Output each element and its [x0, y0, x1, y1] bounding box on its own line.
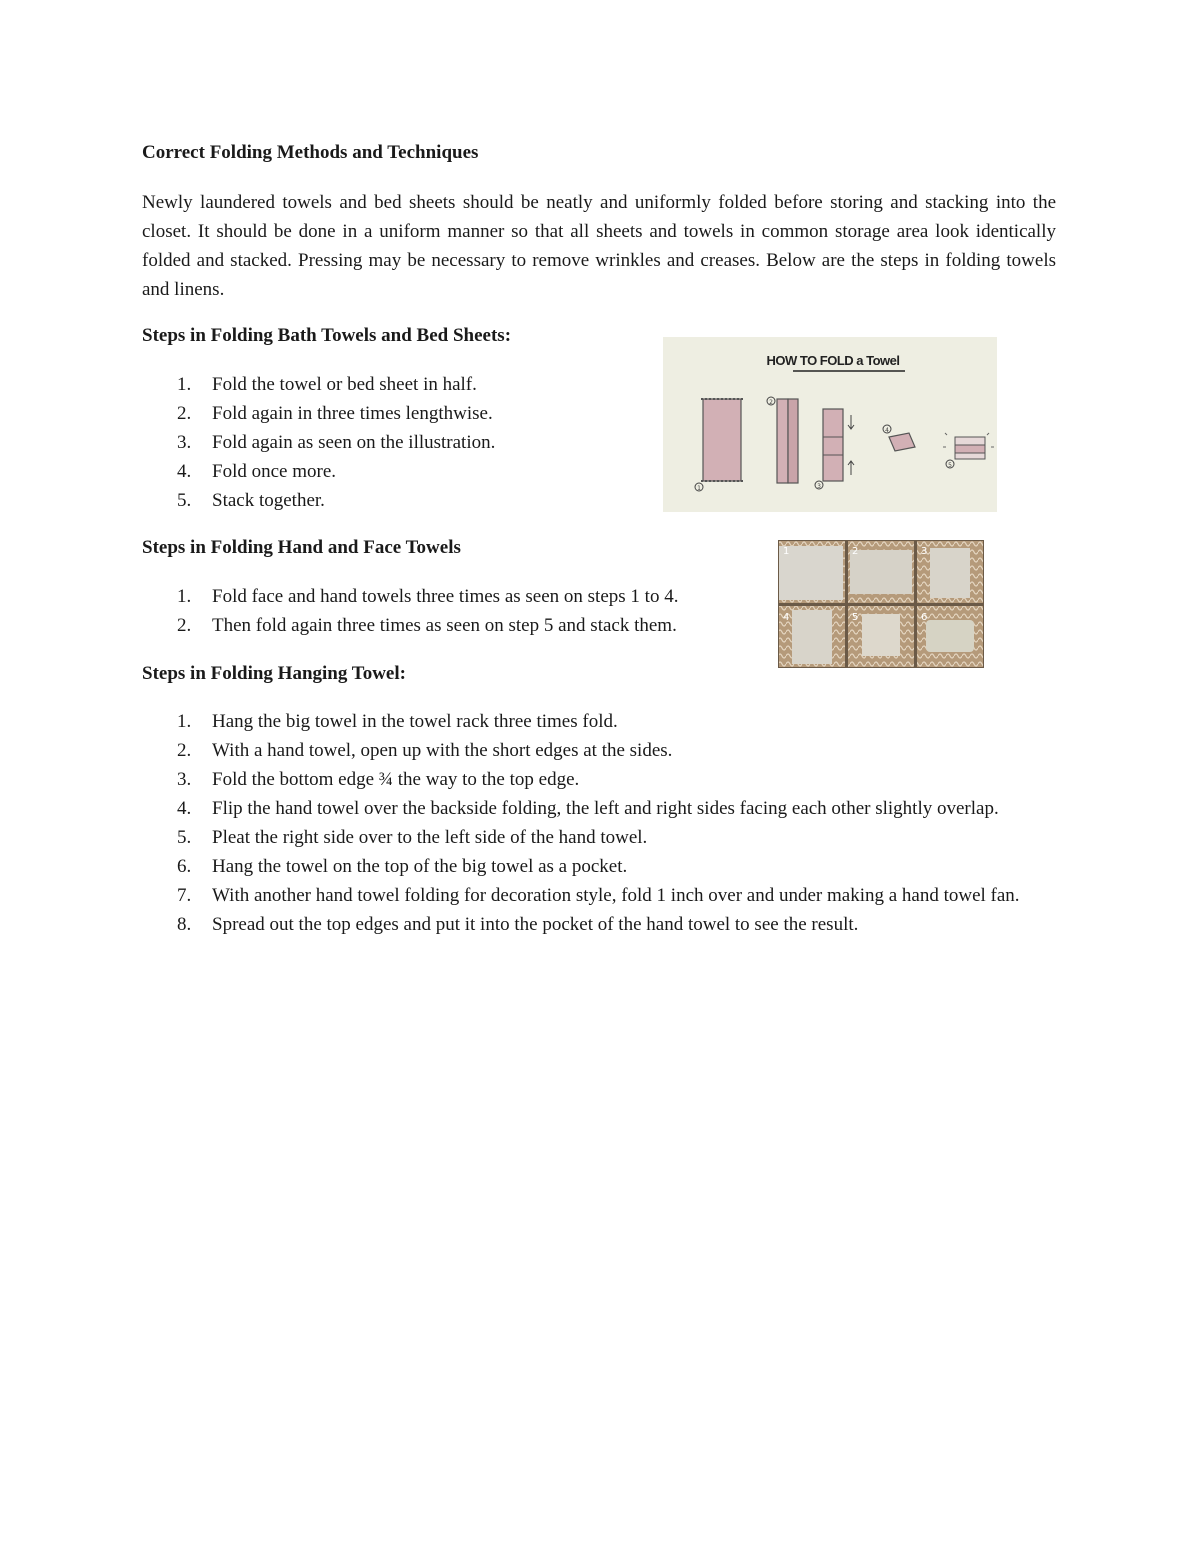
step-text: Fold the bottom edge ¾ the way to the top edge. [212, 769, 580, 790]
step-marker: 1 [697, 485, 701, 492]
photo-label: 6 [921, 612, 928, 623]
towel-step-1 [695, 399, 743, 492]
list-item [142, 794, 1056, 823]
step-text: With another hand towel folding for decoration style, fold 1 inch over and under making a hand towel fan. [212, 885, 1020, 906]
step-number: 5. [177, 490, 192, 511]
list-item [142, 370, 662, 399]
step-text: Hang the big towel in the towel rack three times fold. [212, 711, 618, 732]
step-text: With a hand towel, open up with the short edges at the sides. [212, 740, 673, 761]
photo-label: 4 [783, 612, 790, 623]
step-text: Fold face and hand towels three times as seen on steps 1 to 4. [212, 586, 679, 607]
step-number: 6. [177, 856, 192, 877]
illustration-caption: HOW TO FOLD a Towel [766, 353, 900, 368]
step-text: Fold again as seen on the illustration. [212, 432, 496, 453]
step-text: Hang the towel on the top of the big towel as a pocket. [212, 856, 628, 877]
photo-label: 2 [852, 546, 859, 557]
step-number: 8. [177, 914, 192, 935]
photo-panel-3 [917, 541, 983, 603]
step-number: 7. [177, 885, 192, 906]
photo-label: 1 [783, 546, 790, 557]
hand-towels-heading: Steps in Folding Hand and Face Towels [142, 537, 461, 558]
step-marker: 4 [885, 427, 889, 434]
hand-towel-photo-grid [778, 540, 984, 668]
step-marker: 5 [948, 462, 952, 469]
step-text: Fold once more. [212, 461, 337, 482]
towel-step-5 [943, 433, 994, 469]
list-item [142, 823, 1056, 852]
step-number: 4. [177, 798, 192, 819]
step-number: 5. [177, 827, 192, 848]
photo-panel-5 [848, 606, 914, 667]
step-text: Fold the towel or bed sheet in half. [212, 374, 477, 395]
list-item [142, 765, 1056, 794]
list-item [142, 736, 1056, 765]
photo-panel-6 [917, 606, 983, 667]
document-title: Correct Folding Methods and Techniques [142, 142, 479, 163]
photo-panel-1 [779, 541, 845, 603]
step-text: Stack together. [212, 490, 325, 511]
step-number: 1. [177, 586, 192, 607]
list-item [142, 910, 1056, 939]
intro-paragraph: Newly laundered towels and bed sheets should be neatly and uniformly folded before storing and stacking into the closet. It should be done in a uniform manner so that all sheets and towels in common storage area look identically folded and stacked. Pressing may be necessary to remove wrinkles and creases. Below are the steps in folding towels and linens. [142, 192, 1056, 300]
list-item [142, 457, 662, 486]
towel-step-4 [883, 425, 915, 451]
towel-folding-illustration [663, 337, 997, 512]
step-marker: 3 [817, 483, 821, 490]
list-item [142, 428, 662, 457]
towel-step-3 [815, 409, 854, 490]
list-item [142, 852, 1056, 881]
step-number: 1. [177, 374, 192, 395]
list-item [142, 582, 762, 611]
step-text: Spread out the top edges and put it into the pocket of the hand towel to see the result. [212, 914, 859, 935]
list-item [142, 707, 1056, 736]
step-marker: 2 [769, 399, 773, 406]
step-number: 2. [177, 740, 192, 761]
bath-towels-steps [142, 370, 662, 515]
photo-label: 3 [921, 546, 928, 557]
list-item [142, 881, 1056, 910]
step-number: 3. [177, 769, 192, 790]
hanging-towel-heading: Steps in Folding Hanging Towel: [142, 663, 406, 684]
hanging-towel-steps [142, 707, 1056, 939]
photo-label: 5 [852, 612, 859, 623]
step-number: 3. [177, 432, 192, 453]
photo-panel-2 [848, 541, 914, 603]
step-number: 2. [177, 615, 192, 636]
list-item [142, 486, 662, 515]
step-number: 4. [177, 461, 192, 482]
bath-towels-heading: Steps in Folding Bath Towels and Bed Sheets: [142, 325, 512, 346]
step-number: 2. [177, 403, 192, 424]
step-text: Then fold again three times as seen on step 5 and stack them. [212, 615, 677, 636]
list-item [142, 399, 662, 428]
step-text: Pleat the right side over to the left side of the hand towel. [212, 827, 648, 848]
step-text: Fold again in three times lengthwise. [212, 403, 493, 424]
hand-towels-steps [142, 582, 762, 640]
step-text: Flip the hand towel over the backside folding, the left and right sides facing each other slightly overlap. [212, 798, 999, 819]
list-item [142, 611, 762, 640]
photo-panel-4 [779, 606, 845, 667]
step-number: 1. [177, 711, 192, 732]
towel-step-2 [767, 397, 798, 483]
